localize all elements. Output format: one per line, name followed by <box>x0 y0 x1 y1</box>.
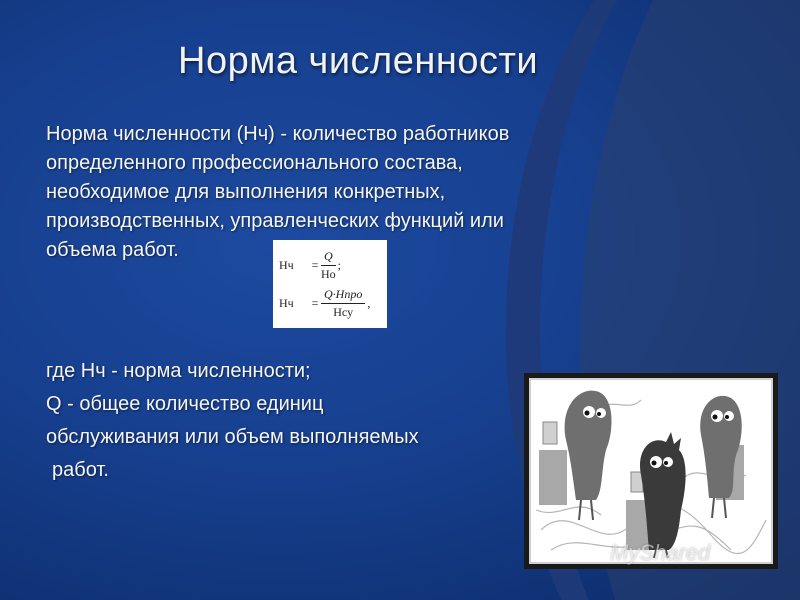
formula-numerator: Q·Нпро <box>321 287 365 304</box>
where-text <box>46 355 419 487</box>
watermark: MyShared <box>610 540 711 565</box>
formula-equals: = <box>311 295 319 310</box>
formula-denominator: Нсу <box>333 304 354 319</box>
definition-line: определенного профессионального состава, <box>46 152 463 174</box>
monsters-at-desks-illustration <box>531 380 771 562</box>
formula-punct: , <box>367 295 371 310</box>
definition-line: объема работ. <box>46 239 179 261</box>
where-line: где Нч - норма численности; <box>46 360 311 382</box>
formula-fraction <box>321 287 365 320</box>
slide-title: Норма численности <box>178 40 539 82</box>
where-line: обслуживания или объем выполняемых <box>46 426 419 448</box>
definition-line: необходимое для выполнения конкретных, <box>46 181 446 203</box>
formula-equals: = <box>311 257 319 272</box>
formula-lhs: Нч <box>279 257 294 272</box>
formula-fraction <box>321 249 336 282</box>
definition-line: производственных, управленческих функций или <box>46 210 504 232</box>
formula-row-2 <box>279 284 381 322</box>
formula-image <box>273 240 387 328</box>
where-line: работ. <box>52 459 109 481</box>
formula-numerator: Q <box>321 249 336 266</box>
where-line: Q - общее количество единиц <box>46 393 324 415</box>
formula-punct: ; <box>337 257 342 272</box>
formula-denominator: Но <box>321 266 336 281</box>
formula-lhs: Нч <box>279 295 294 310</box>
definition-line: Норма численности (Нч) - количество работников <box>46 123 510 145</box>
illustration-frame <box>529 378 773 564</box>
formula-row-1 <box>279 246 381 284</box>
